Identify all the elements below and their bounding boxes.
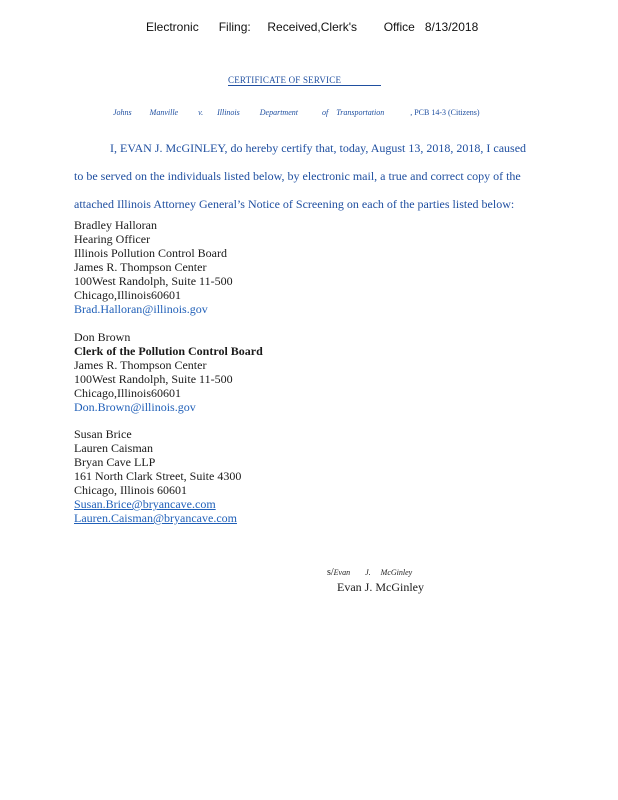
caption-transportation: Transportation — [336, 108, 385, 117]
recipient-name: Don Brown — [74, 330, 131, 344]
signatory-name: Evan J. McGinley — [337, 580, 424, 594]
caption-case-number: , PCB 14-3 (Citizens) — [410, 108, 480, 117]
document-title: CERTIFICATE OF SERVICE — [228, 75, 381, 86]
header-received: Received,Clerk's — [267, 20, 358, 34]
recipient-city: Chicago,Illinois60601 — [74, 288, 181, 302]
recipient-street: 100West Randolph, Suite 11-500 — [74, 372, 233, 386]
paragraph-line-3: attached Illinois Attorney General’s Notice of Screening on each of the parties listed below: — [74, 197, 515, 211]
caption-department: Department — [259, 108, 298, 117]
recipient-title: Clerk of the Pollution Control Board — [74, 344, 263, 358]
paragraph-line-1: I, EVAN J. McGINLEY, do hereby certify that, today, August 13, 2018, 2018, I caused — [110, 141, 527, 155]
recipient-email-link[interactable]: Susan.Brice@bryancave.com — [74, 497, 216, 511]
header-electronic: Electronic — [146, 20, 199, 34]
caption-v: v. — [198, 108, 204, 117]
header-filing: Filing: — [218, 20, 251, 34]
certification-paragraph — [74, 134, 584, 218]
recipient-halloran — [74, 218, 233, 316]
paragraph-line-2: to be served on the individuals listed below, by electronic mail, a true and correct copy of the — [74, 169, 521, 183]
caption-illinois: Illinois — [217, 108, 240, 117]
recipient-name: Bradley Halloran — [74, 218, 157, 232]
header-date: 8/13/2018 — [424, 20, 479, 34]
recipient-email-link[interactable]: Brad.Halloran@illinois.gov — [74, 302, 208, 316]
recipient-firm: Bryan Cave LLP — [74, 455, 156, 469]
recipient-title: Hearing Officer — [74, 232, 151, 246]
recipient-name-2: Lauren Caisman — [74, 441, 153, 455]
filing-stamp-header — [146, 20, 478, 34]
signature-first: Evan — [333, 568, 351, 577]
signature-prefix: s/ — [327, 567, 334, 578]
signature-last: McGinley — [380, 568, 413, 577]
electronic-signature — [327, 567, 412, 578]
recipient-bryan-cave — [74, 427, 241, 525]
recipient-city: Chicago, Illinois 60601 — [74, 483, 187, 497]
recipient-name: Susan Brice — [74, 427, 132, 441]
caption-of: of — [321, 108, 329, 117]
recipient-street: 100West Randolph, Suite 11-500 — [74, 274, 233, 288]
caption-johns: Johns — [113, 108, 132, 117]
recipient-city: Chicago,Illinois60601 — [74, 386, 181, 400]
recipient-email-link[interactable]: Don.Brown@illinois.gov — [74, 400, 196, 414]
recipient-brown — [74, 330, 263, 414]
recipient-building: James R. Thompson Center — [74, 260, 207, 274]
recipient-building: James R. Thompson Center — [74, 358, 207, 372]
recipient-org: Illinois Pollution Control Board — [74, 246, 228, 260]
case-caption — [113, 108, 480, 117]
header-office: Office — [383, 20, 415, 34]
recipient-email-link-2[interactable]: Lauren.Caisman@bryancave.com — [74, 511, 237, 525]
signature-middle: J. — [365, 568, 371, 577]
caption-manville: Manville — [149, 108, 179, 117]
recipient-street: 161 North Clark Street, Suite 4300 — [74, 469, 242, 483]
